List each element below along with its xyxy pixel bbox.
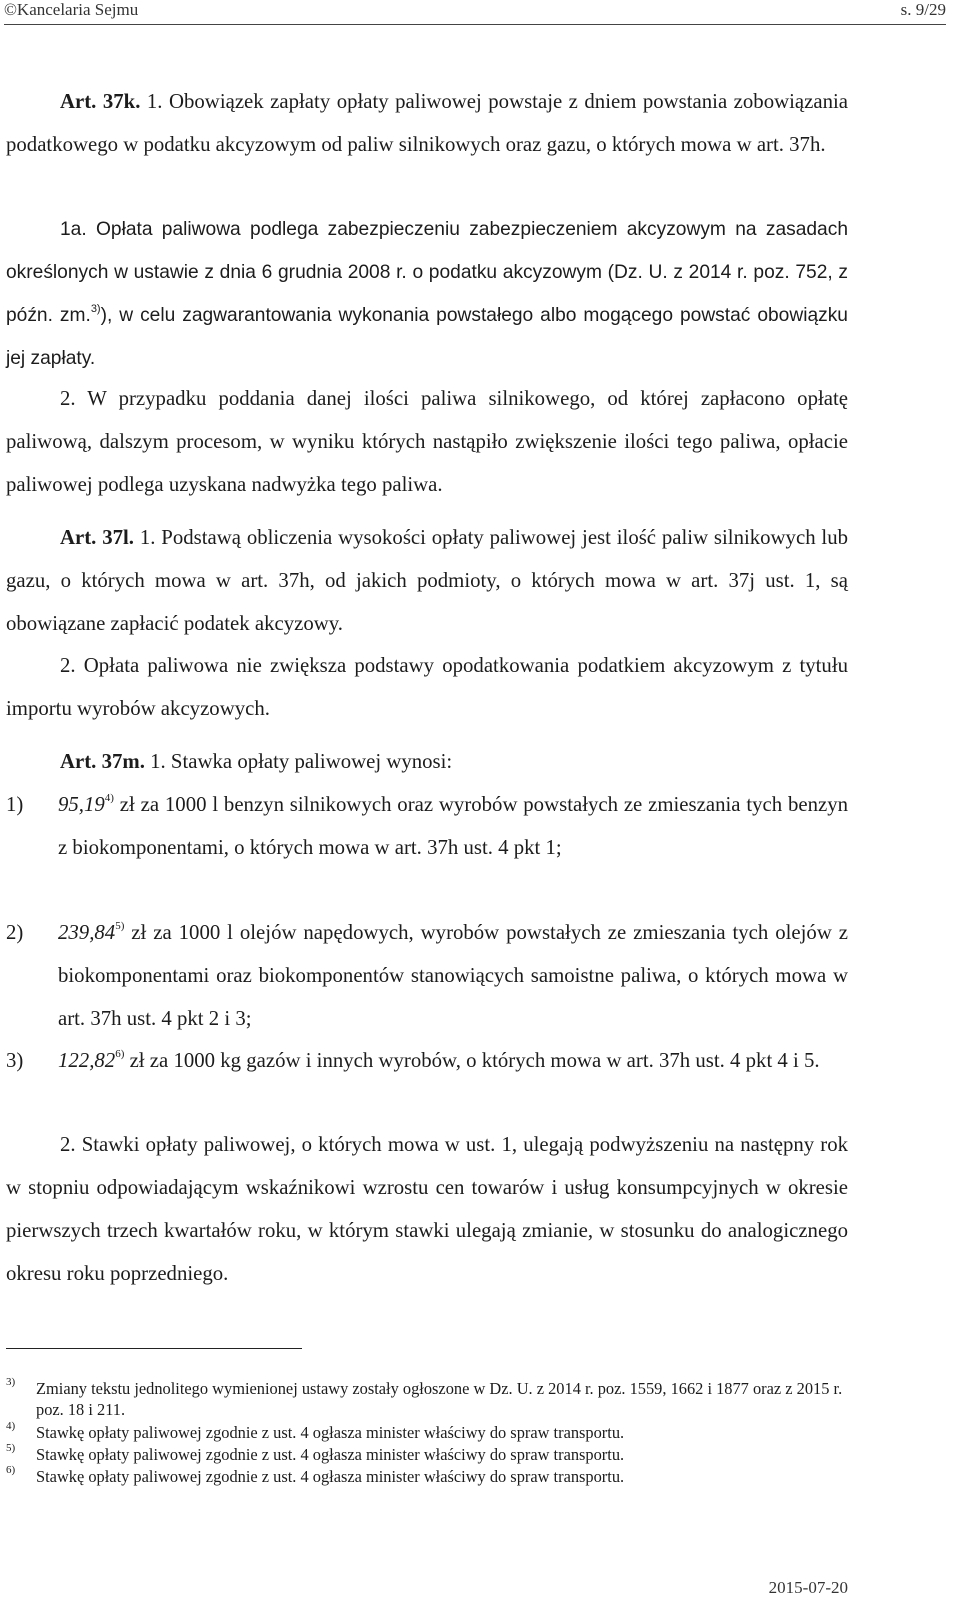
footnote-mark: 5) bbox=[6, 1442, 16, 1454]
rate-value: 122,82 bbox=[58, 1049, 116, 1072]
rate-item-2 bbox=[6, 911, 848, 1040]
footnote-3 bbox=[6, 1378, 848, 1420]
footnote-mark: 6) bbox=[6, 1464, 16, 1476]
header-divider bbox=[4, 24, 946, 25]
paragraph-text-end: ), w celu zagwarantowania wykonania powstałego albo mogącego powstać obowiązku jej zapłaty. bbox=[6, 305, 848, 369]
art-37k-ust-1 bbox=[6, 80, 848, 166]
footnote-mark: 4) bbox=[6, 1420, 16, 1432]
item-number: 1) bbox=[6, 793, 24, 816]
rate-item-3 bbox=[6, 1039, 848, 1082]
item-text: zł za 1000 l benzyn silnikowych oraz wyrobów powstałych ze zmieszania tych benzyn z biokomponentami, o których mowa w art. 37h ust. 4 pkt 1; bbox=[58, 793, 848, 859]
footnote-text: Stawkę opłaty paliwowej zgodnie z ust. 4 ogłasza minister właściwy do spraw transportu. bbox=[36, 1445, 625, 1464]
footnote-5 bbox=[6, 1444, 848, 1465]
article-label: Art. 37l. bbox=[60, 526, 134, 549]
article-label: Art. 37m. bbox=[60, 750, 145, 773]
item-number: 2) bbox=[6, 921, 24, 944]
rate-value: 95,19 bbox=[58, 793, 105, 816]
paragraph-text: 2. W przypadku poddania danej ilości paliwa silnikowego, od której zapłacono opłatę paliwową, dalszym procesom, w wyniku których nastąpiło zwiększenie ilości tego paliwa, opłacie paliwowej podlega uzyskana nadwyżka tego paliwa. bbox=[6, 387, 848, 496]
document-date: 2015-07-20 bbox=[768, 1578, 848, 1597]
footnote-mark: 3) bbox=[6, 1376, 16, 1388]
footnote-ref: 5) bbox=[115, 920, 125, 933]
footnote-text: Zmiany tekstu jednolitego wymienionej ustawy zostały ogłoszone w Dz. U. z 2014 r. poz. 1559, 1662 i 1877 oraz z 2015 r. poz. 18 i 211. bbox=[36, 1379, 843, 1419]
article-label: Art. 37k. bbox=[60, 90, 141, 113]
footnote-text: Stawkę opłaty paliwowej zgodnie z ust. 4 ogłasza minister właściwy do spraw transportu. bbox=[36, 1423, 625, 1442]
art-37l-ust-1 bbox=[6, 516, 848, 645]
header-source: ©Kancelaria Sejmu bbox=[4, 0, 139, 19]
paragraph-text: 1. Podstawą obliczenia wysokości opłaty paliwowej jest ilość paliw silnikowych lub gazu, o których mowa w art. 37h, od jakich podmioty, o których mowa w art. 37j ust. 1, są obowiązane zapłacić podatek akcyzowy. bbox=[6, 526, 849, 635]
art-37k-ust-1a bbox=[6, 208, 848, 380]
paragraph-text: 1a. Opłata paliwowa podlega zabezpieczeniu zabezpieczeniem akcyzowym na zasadach określonych w ustawie z dnia 6 grudnia 2008 r. o podatku akcyzowym (Dz. U. z 2014 r. poz. 752, z późn. zm. bbox=[6, 219, 848, 326]
art-37l-ust-2 bbox=[6, 644, 848, 730]
footnote-6 bbox=[6, 1466, 848, 1487]
footnote-text: Stawkę opłaty paliwowej zgodnie z ust. 4 ogłasza minister właściwy do spraw transportu. bbox=[36, 1467, 625, 1486]
paragraph-text: 1. Obowiązek zapłaty opłaty paliwowej powstaje z dniem powstania zobowiązania podatkowego w podatku akcyzowym od paliw silnikowych oraz gazu, o których mowa w art. 37h. bbox=[6, 90, 848, 156]
footnote-4 bbox=[6, 1422, 848, 1443]
page-number: s. 9/29 bbox=[900, 0, 946, 19]
paragraph-text: 2. Opłata paliwowa nie zwiększa podstawy opodatkowania podatkiem akcyzowym z tytułu importu wyrobów akcyzowych. bbox=[6, 654, 848, 720]
footnote-ref: 6) bbox=[115, 1048, 125, 1061]
footnote-ref: 3) bbox=[90, 302, 101, 315]
item-text: zł za 1000 kg gazów i innych wyrobów, o których mowa w art. 37h ust. 4 pkt 4 i 5. bbox=[124, 1049, 820, 1072]
item-text: zł za 1000 l olejów napędowych, wyrobów powstałych ze zmieszania tych olejów z biokomponentami oraz biokomponentów stanowiących samoistne paliwa, o których mowa w art. 37h ust. 4 pkt 2 i 3; bbox=[58, 921, 848, 1030]
footnote-divider bbox=[6, 1348, 302, 1349]
art-37m-ust-1 bbox=[6, 740, 848, 783]
paragraph-text: 2. Stawki opłaty paliwowej, o których mowa w ust. 1, ulegają podwyższeniu na następny rok w stopniu odpowiadającym wskaźnikowi wzrostu cen towarów i usług konsumpcyjnych w okresie pierwszych trzech kwartałów roku, w którym stawki ulegają zmianie, w stosunku do analogicznego okresu roku poprzedniego. bbox=[6, 1133, 848, 1285]
art-37m-ust-2 bbox=[6, 1123, 848, 1295]
item-number: 3) bbox=[6, 1049, 24, 1072]
footnote-ref: 4) bbox=[104, 792, 114, 805]
paragraph-text: 1. Stawka opłaty paliwowej wynosi: bbox=[144, 750, 453, 773]
art-37k-ust-2 bbox=[6, 377, 848, 506]
rate-item-1 bbox=[6, 783, 848, 869]
rate-value: 239,84 bbox=[58, 921, 116, 944]
